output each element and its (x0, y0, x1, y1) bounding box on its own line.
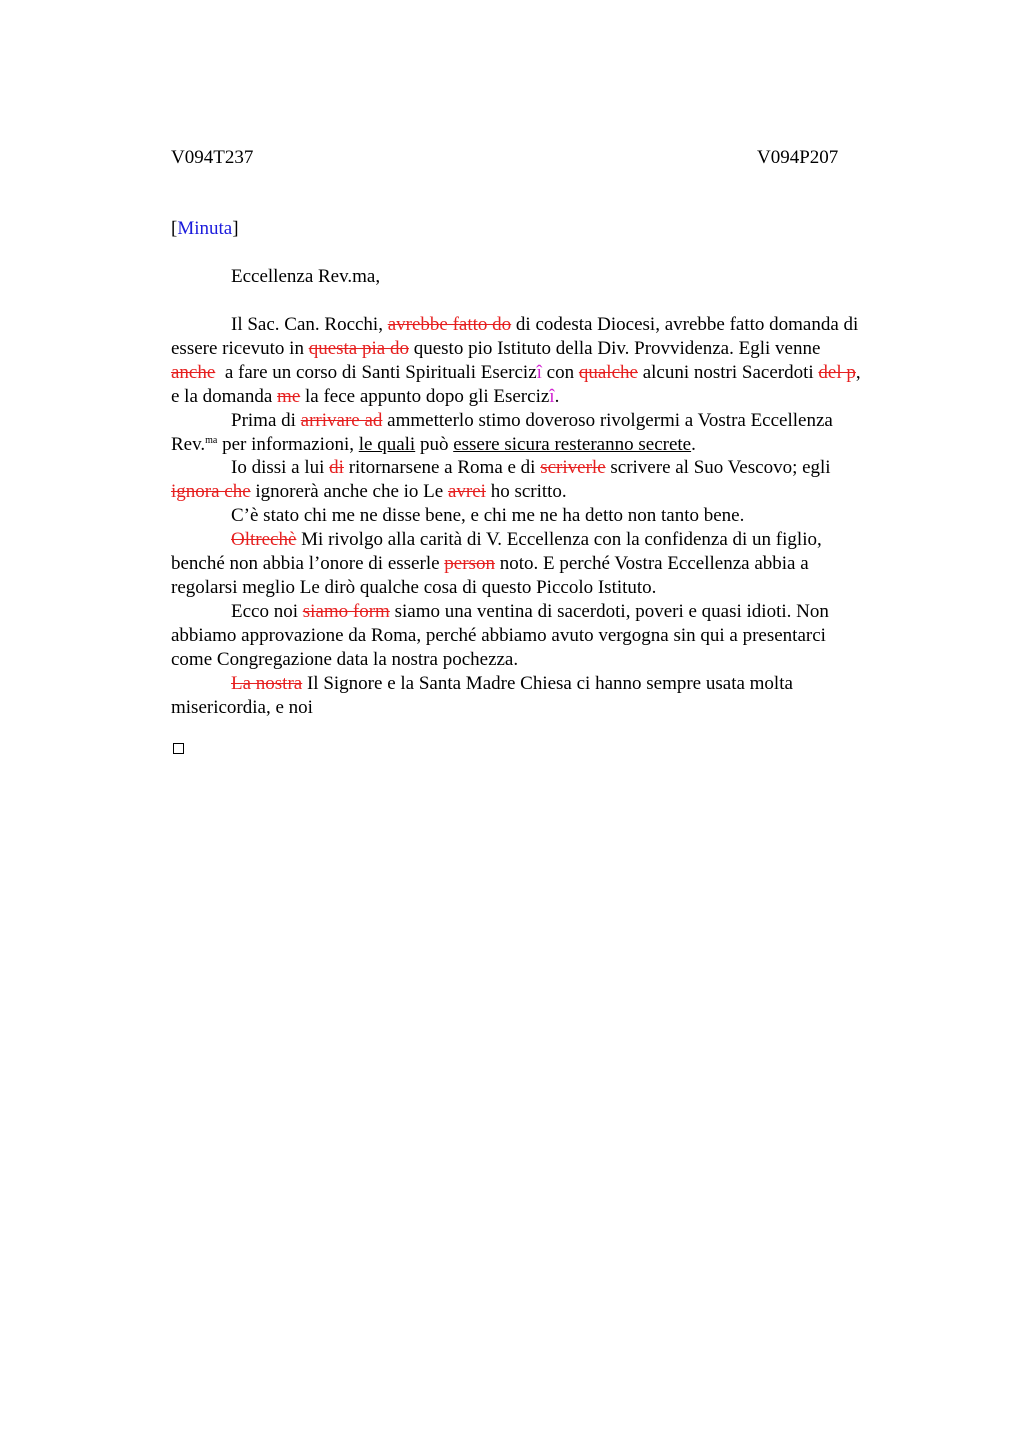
deleted-text: questa pia do (308, 337, 409, 359)
document-code-right: V094P207 (757, 147, 839, 168)
letter-body (171, 313, 916, 719)
text: regolarsi meglio Le dirò qualche cosa di questo Piccolo Istituto. (171, 576, 657, 598)
text: alcuni nostri Sacerdoti (637, 361, 819, 383)
text: e la domanda (171, 385, 278, 407)
underlined-text: le quali (358, 433, 416, 455)
text: ritornarsene a Roma e di (343, 457, 541, 479)
deleted-text: avrebbe fatto do (387, 314, 512, 335)
text: Rev. (171, 433, 206, 455)
text: Ecco noi (231, 600, 303, 622)
text: scrivere al Suo Vescovo; egli (605, 457, 831, 479)
text: . (691, 433, 696, 455)
deleted-text: di (329, 457, 344, 479)
deleted-text: ignora che (171, 481, 251, 503)
text: per informazioni, (217, 433, 359, 455)
bracket-close: ] (232, 218, 239, 239)
text: Io dissi a lui (231, 457, 330, 479)
deleted-text: avrei (447, 481, 486, 503)
accent-mark: î (536, 361, 542, 383)
text: Mi rivolgo alla carità di V. Eccellenza con la confidenza di un figlio, (296, 529, 822, 551)
text: può (415, 433, 454, 455)
deleted-text: del p (818, 361, 856, 383)
text: ignorerà anche che io Le (250, 481, 448, 503)
paragraph-6 (171, 600, 916, 672)
underlined-text: essere sicura resteranno secrete (453, 433, 692, 455)
minuta-text: Minuta (177, 218, 233, 239)
salutation: Eccellenza Rev.ma, (231, 266, 381, 287)
deleted-text: anche (171, 361, 216, 383)
text: con (541, 361, 579, 383)
checkbox-square-icon (173, 743, 184, 754)
deleted-text: Oltrechè (231, 529, 297, 551)
text: abbiamo approvazione da Roma, perché abbiamo avuto vergogna sin qui a presentarci (171, 624, 826, 646)
text: misericordia, e noi (171, 696, 313, 718)
paragraph-7 (171, 672, 916, 720)
minuta-label (171, 217, 239, 241)
text: Prima di (231, 409, 301, 431)
deleted-text: me (277, 385, 301, 407)
text: . (554, 385, 560, 407)
text: Il Signore e la Santa Madre Chiesa ci hanno sempre usata molta (302, 672, 793, 694)
paragraph-3 (171, 456, 916, 504)
text: , (855, 361, 861, 383)
paragraph-1 (171, 313, 916, 409)
deleted-text: siamo form (302, 600, 390, 622)
text: Il Sac. Can. Rocchi, (231, 314, 388, 335)
deleted-text: person (444, 553, 495, 575)
text: noto. E perché Vostra Eccellenza abbia a (494, 553, 809, 575)
deleted-text: arrivare ad (300, 409, 383, 431)
text: ho scritto. (485, 481, 567, 503)
superscript: ma (205, 434, 218, 446)
text: a fare un corso di Santi Spirituali Eserciz (215, 361, 537, 383)
text: ammetterlo stimo doveroso rivolgermi a Vostra Eccellenza (382, 409, 833, 431)
text: di codesta Diocesi, avrebbe fatto domanda di (511, 314, 859, 335)
deleted-text: La nostra (231, 672, 303, 694)
document-code-left: V094T237 (171, 147, 254, 168)
text: siamo una ventina di sacerdoti, poveri e quasi idioti. Non (389, 600, 829, 622)
accent-mark: î (549, 385, 555, 407)
text: questo pio Istituto della Div. Provvidenza. Egli venne (408, 337, 821, 359)
deleted-text: scriverle (540, 457, 606, 479)
text: essere ricevuto in (171, 337, 309, 359)
paragraph-4: C’è stato chi me ne disse bene, e chi me ne ha detto non tanto bene. (231, 505, 745, 527)
text: la fece appunto dopo gli Eserciz (300, 385, 550, 407)
bracket-open: [ (171, 218, 178, 239)
paragraph-2 (171, 409, 916, 457)
deleted-text: qualche (578, 361, 638, 383)
paragraph-5 (171, 528, 916, 600)
text: come Congregazione data la nostra pochezza. (171, 648, 519, 670)
text: benché non abbia l’onore di esserle (171, 553, 445, 575)
